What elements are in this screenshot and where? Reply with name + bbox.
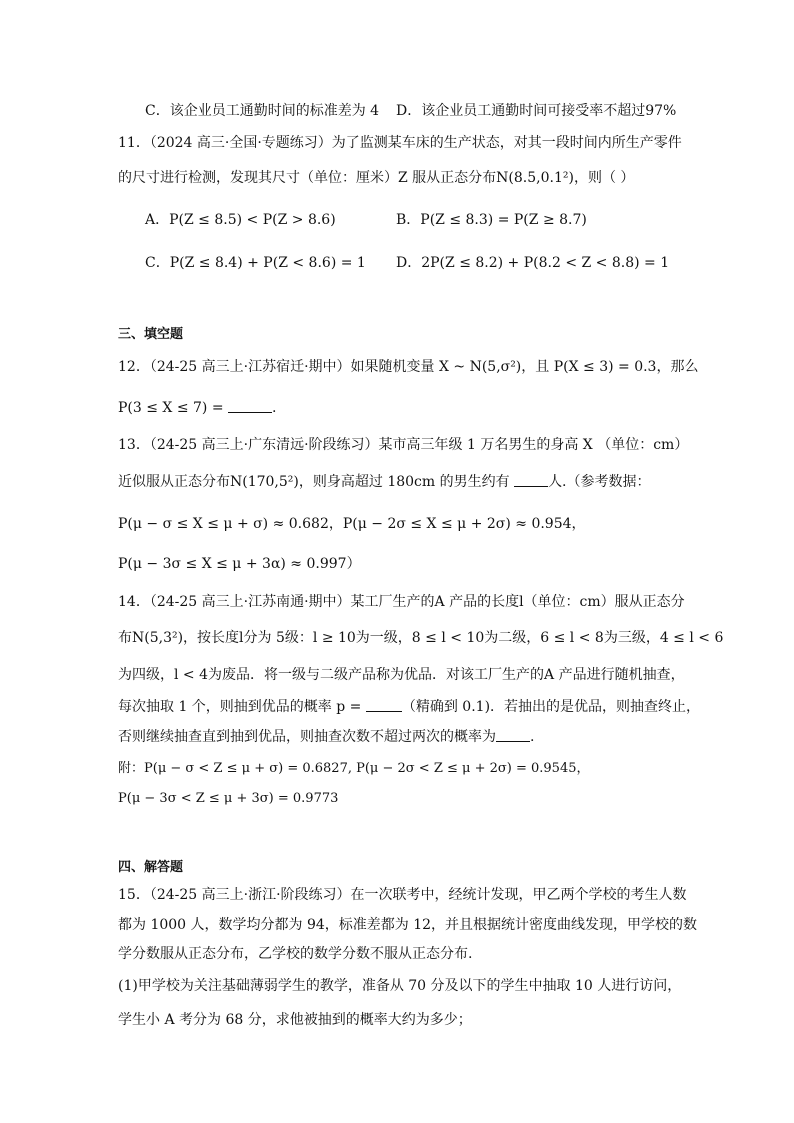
question-14-text: 否则继续抽查直到抽到优品，则抽查次数不超过两次的概率为: [118, 729, 496, 745]
answer-blank[interactable]: [514, 473, 548, 487]
question-15-part-1-line-1: (1)甲学校为关注基础薄弱学生的教学，准备从 70 分及以下的学生中抽取 10 人进行访问，: [118, 978, 682, 994]
option-b-q11: B．P(Z ≤ 8.3) = P(Z ≥ 8.7): [396, 212, 587, 228]
question-14-appendix-2: P(μ − 3σ < Z ≤ μ + 3σ) = 0.9773: [118, 791, 339, 806]
question-12-line-2: [118, 398, 276, 418]
question-14-appendix-1: 附：P(μ − σ < Z ≤ μ + σ) = 0.6827, P(μ − 2σ < Z ≤ μ + 2σ) = 0.9545，: [118, 761, 590, 776]
question-11-line-1: 11．（2024 高三·全国·专题练习）为了监测某车床的生产状态，对其一段时间内所生产零件: [118, 135, 682, 151]
question-14-line-4: [118, 697, 700, 717]
question-15-line-1: 15．（24-25 高三上·浙江·阶段练习）在一次联考中，经统计发现，甲乙两个学校的考生人数: [118, 887, 687, 903]
question-12-end: .: [272, 400, 277, 416]
question-13-reference-1: P(μ − σ ≤ X ≤ μ + σ) ≈ 0.682，P(μ − 2σ ≤ X ≤ μ + 2σ) ≈ 0.954，: [118, 516, 586, 532]
question-13-end: 人.（参考数据：: [548, 474, 651, 490]
answer-blank[interactable]: [496, 728, 530, 742]
question-14-line-5: [118, 727, 534, 747]
answer-blank[interactable]: [228, 399, 272, 413]
section-heading-answer: 四、解答题: [118, 860, 184, 875]
question-14-prob-end: （精确到 0.1)．若抽出的是优品，则抽查终止，: [401, 699, 701, 715]
question-13-line-1: 13．（24-25 高三上·广东清远·阶段练习）某市高三年级 1 万名男生的身高 X （单位：cm）: [118, 437, 689, 453]
option-d-q11: D．2P(Z ≤ 8.2) + P(8.2 < Z < 8.8) = 1: [396, 255, 670, 271]
option-a-q11: A．P(Z ≤ 8.5) < P(Z > 8.6): [145, 212, 336, 228]
question-13-text: 近似服从正态分布N(170,5²)，则身高超过 180cm 的男生约有: [118, 474, 510, 490]
option-c-q11: C．P(Z ≤ 8.4) + P(Z < 8.6) = 1: [145, 255, 366, 271]
question-15-line-2: 都为 1000 人，数学均分都为 94，标准差都为 12，并且根据统计密度曲线发现，甲学校的数: [118, 917, 698, 933]
question-14-prob-text: 每次抽取 1 个，则抽到优品的概率 p =: [118, 699, 362, 715]
question-14-line-2: 布N(5,3²)，按长度l分为 5级：l ≥ 10为一级，8 ≤ l < 10为二级，6 ≤ l < 8为三级，4 ≤ l < 6: [118, 630, 724, 646]
question-14-line-1: 14．（24-25 高三上·江苏南通·期中）某工厂生产的A 产品的长度l（单位：cm）服从正态分: [118, 594, 685, 610]
question-14-line-3: 为四级，l < 4为废品．将一级与二级产品称为优品．对该工厂生产的A 产品进行随机抽查，: [118, 667, 685, 683]
question-14-end: .: [530, 729, 535, 745]
question-13-reference-2: P(μ − 3σ ≤ X ≤ μ + 3α) ≈ 0.997）: [118, 556, 361, 572]
answer-blank[interactable]: [366, 698, 402, 712]
section-heading-fill-blank: 三、填空题: [118, 327, 184, 342]
option-d-q10: D．该企业员工通勤时间可接受率不超过97%: [396, 103, 677, 119]
question-12-expression: P(3 ≤ X ≤ 7) =: [118, 400, 224, 416]
option-c-q10: C．该企业员工通勤时间的标准差为 4: [145, 103, 380, 119]
question-15-line-3: 学分数服从正态分布，乙学校的数学分数不服从正态分布.: [118, 946, 473, 962]
question-12-line-1: 12．（24-25 高三上·江苏宿迁·期中）如果随机变量 X ~ N(5,σ²)，且 P(X ≤ 3) = 0.3，那么: [118, 359, 699, 375]
question-15-part-1-line-2: 学生小 A 考分为 68 分，求他被抽到的概率大约为多少；: [118, 1012, 472, 1028]
question-11-line-2: 的尺寸进行检测，发现其尺寸（单位：厘米）Z 服从正态分布N(8.5,0.1²)，则（ ）: [118, 170, 635, 186]
question-13-line-2: [118, 472, 651, 492]
